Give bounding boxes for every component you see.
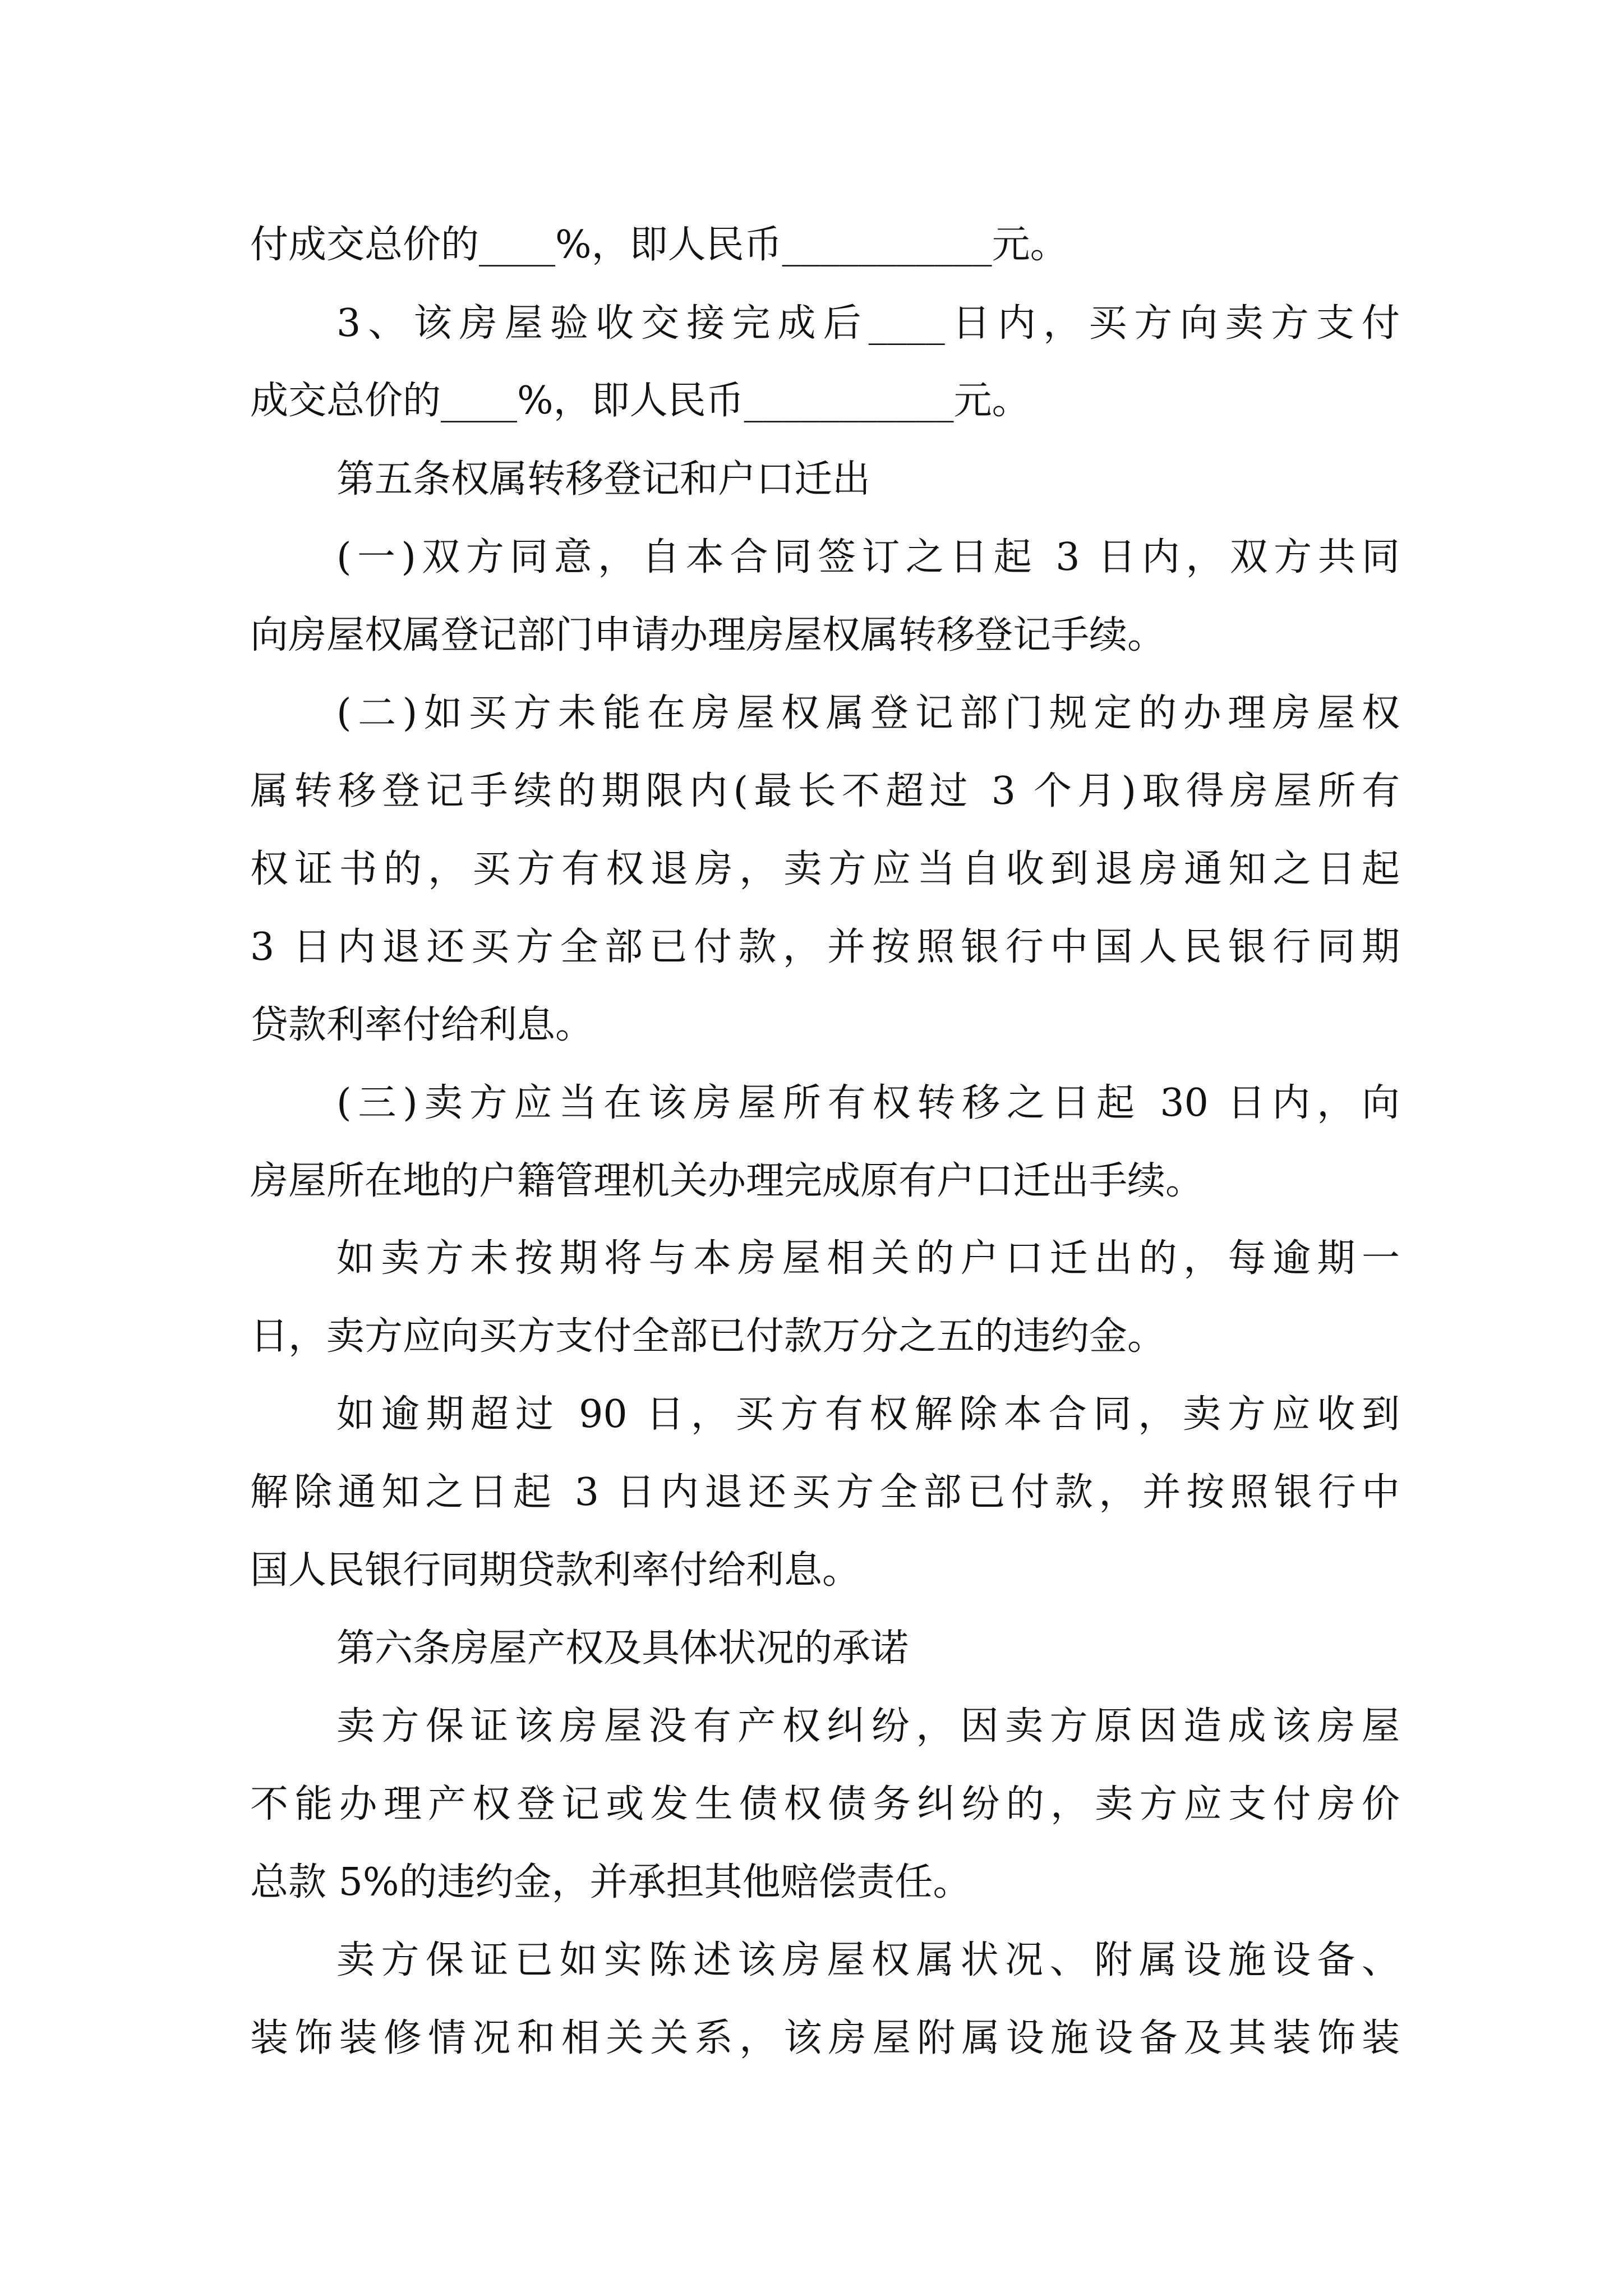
text-line: 3、该房屋验收交接完成后____日内，买方向卖方支付 [336,301,1400,346]
text-line: 3 日内退还买方全部已付款，并按照银行中国人民银行同期 [250,925,1400,969]
text-line: (二)如买方未能在房屋权属登记部门规定的办理房屋权 [336,691,1400,735]
section-heading: 第五条权属转移登记和户口迁出 [336,457,871,501]
text-line: 装饰装修情况和相关关系，该房屋附属设施设备及其装饰装 [250,2016,1400,2060]
text-line: 如逾期超过 90 日，买方有权解除本合同，卖方应收到 [336,1392,1400,1437]
text-line: 不能办理产权登记或发生债权债务纠纷的，卖方应支付房价 [250,1782,1400,1826]
text-line: 卖方保证已如实陈述该房屋权属状况、附属设施设备、 [336,1938,1400,1982]
text-line: (一)双方同意，自本合同签订之日起 3 日内，双方共同 [336,535,1400,579]
text-line: 国人民银行同期贷款利率付给利息。 [250,1548,861,1593]
text-line: 成交总价的____%，即人民币___________元。 [250,379,1030,423]
text-line: 日，卖方应向买方支付全部已付款万分之五的违约金。 [250,1314,1166,1359]
text-line: 权证书的，买方有权退房，卖方应当自收到退房通知之日起 [250,847,1400,891]
text-line: 付成交总价的____%，即人民币___________元。 [250,223,1068,267]
text-line: 贷款利率付给利息。 [250,1003,594,1047]
text-line: 解除通知之日起 3 日内退还买方全部已付款，并按照银行中 [250,1470,1400,1515]
text-line: 房屋所在地的户籍管理机关办理完成原有户口迁出手续。 [250,1159,1204,1203]
text-line: 卖方保证该房屋没有产权纠纷，因卖方原因造成该房屋 [336,1704,1400,1749]
text-line: (三)卖方应当在该房屋所有权转移之日起 30 日内，向 [336,1081,1400,1125]
text-line: 总款 5%的违约金，并承担其他赔偿责任。 [250,1860,971,1904]
text-line: 如卖方未按期将与本房屋相关的户口迁出的，每逾期一 [336,1236,1400,1281]
text-line: 向房屋权属登记部门申请办理房屋权属转移登记手续。 [250,613,1166,657]
section-heading: 第六条房屋产权及具体状况的承诺 [336,1626,909,1671]
text-line: 属转移登记手续的期限内(最长不超过 3 个月)取得房屋所有 [250,769,1400,813]
